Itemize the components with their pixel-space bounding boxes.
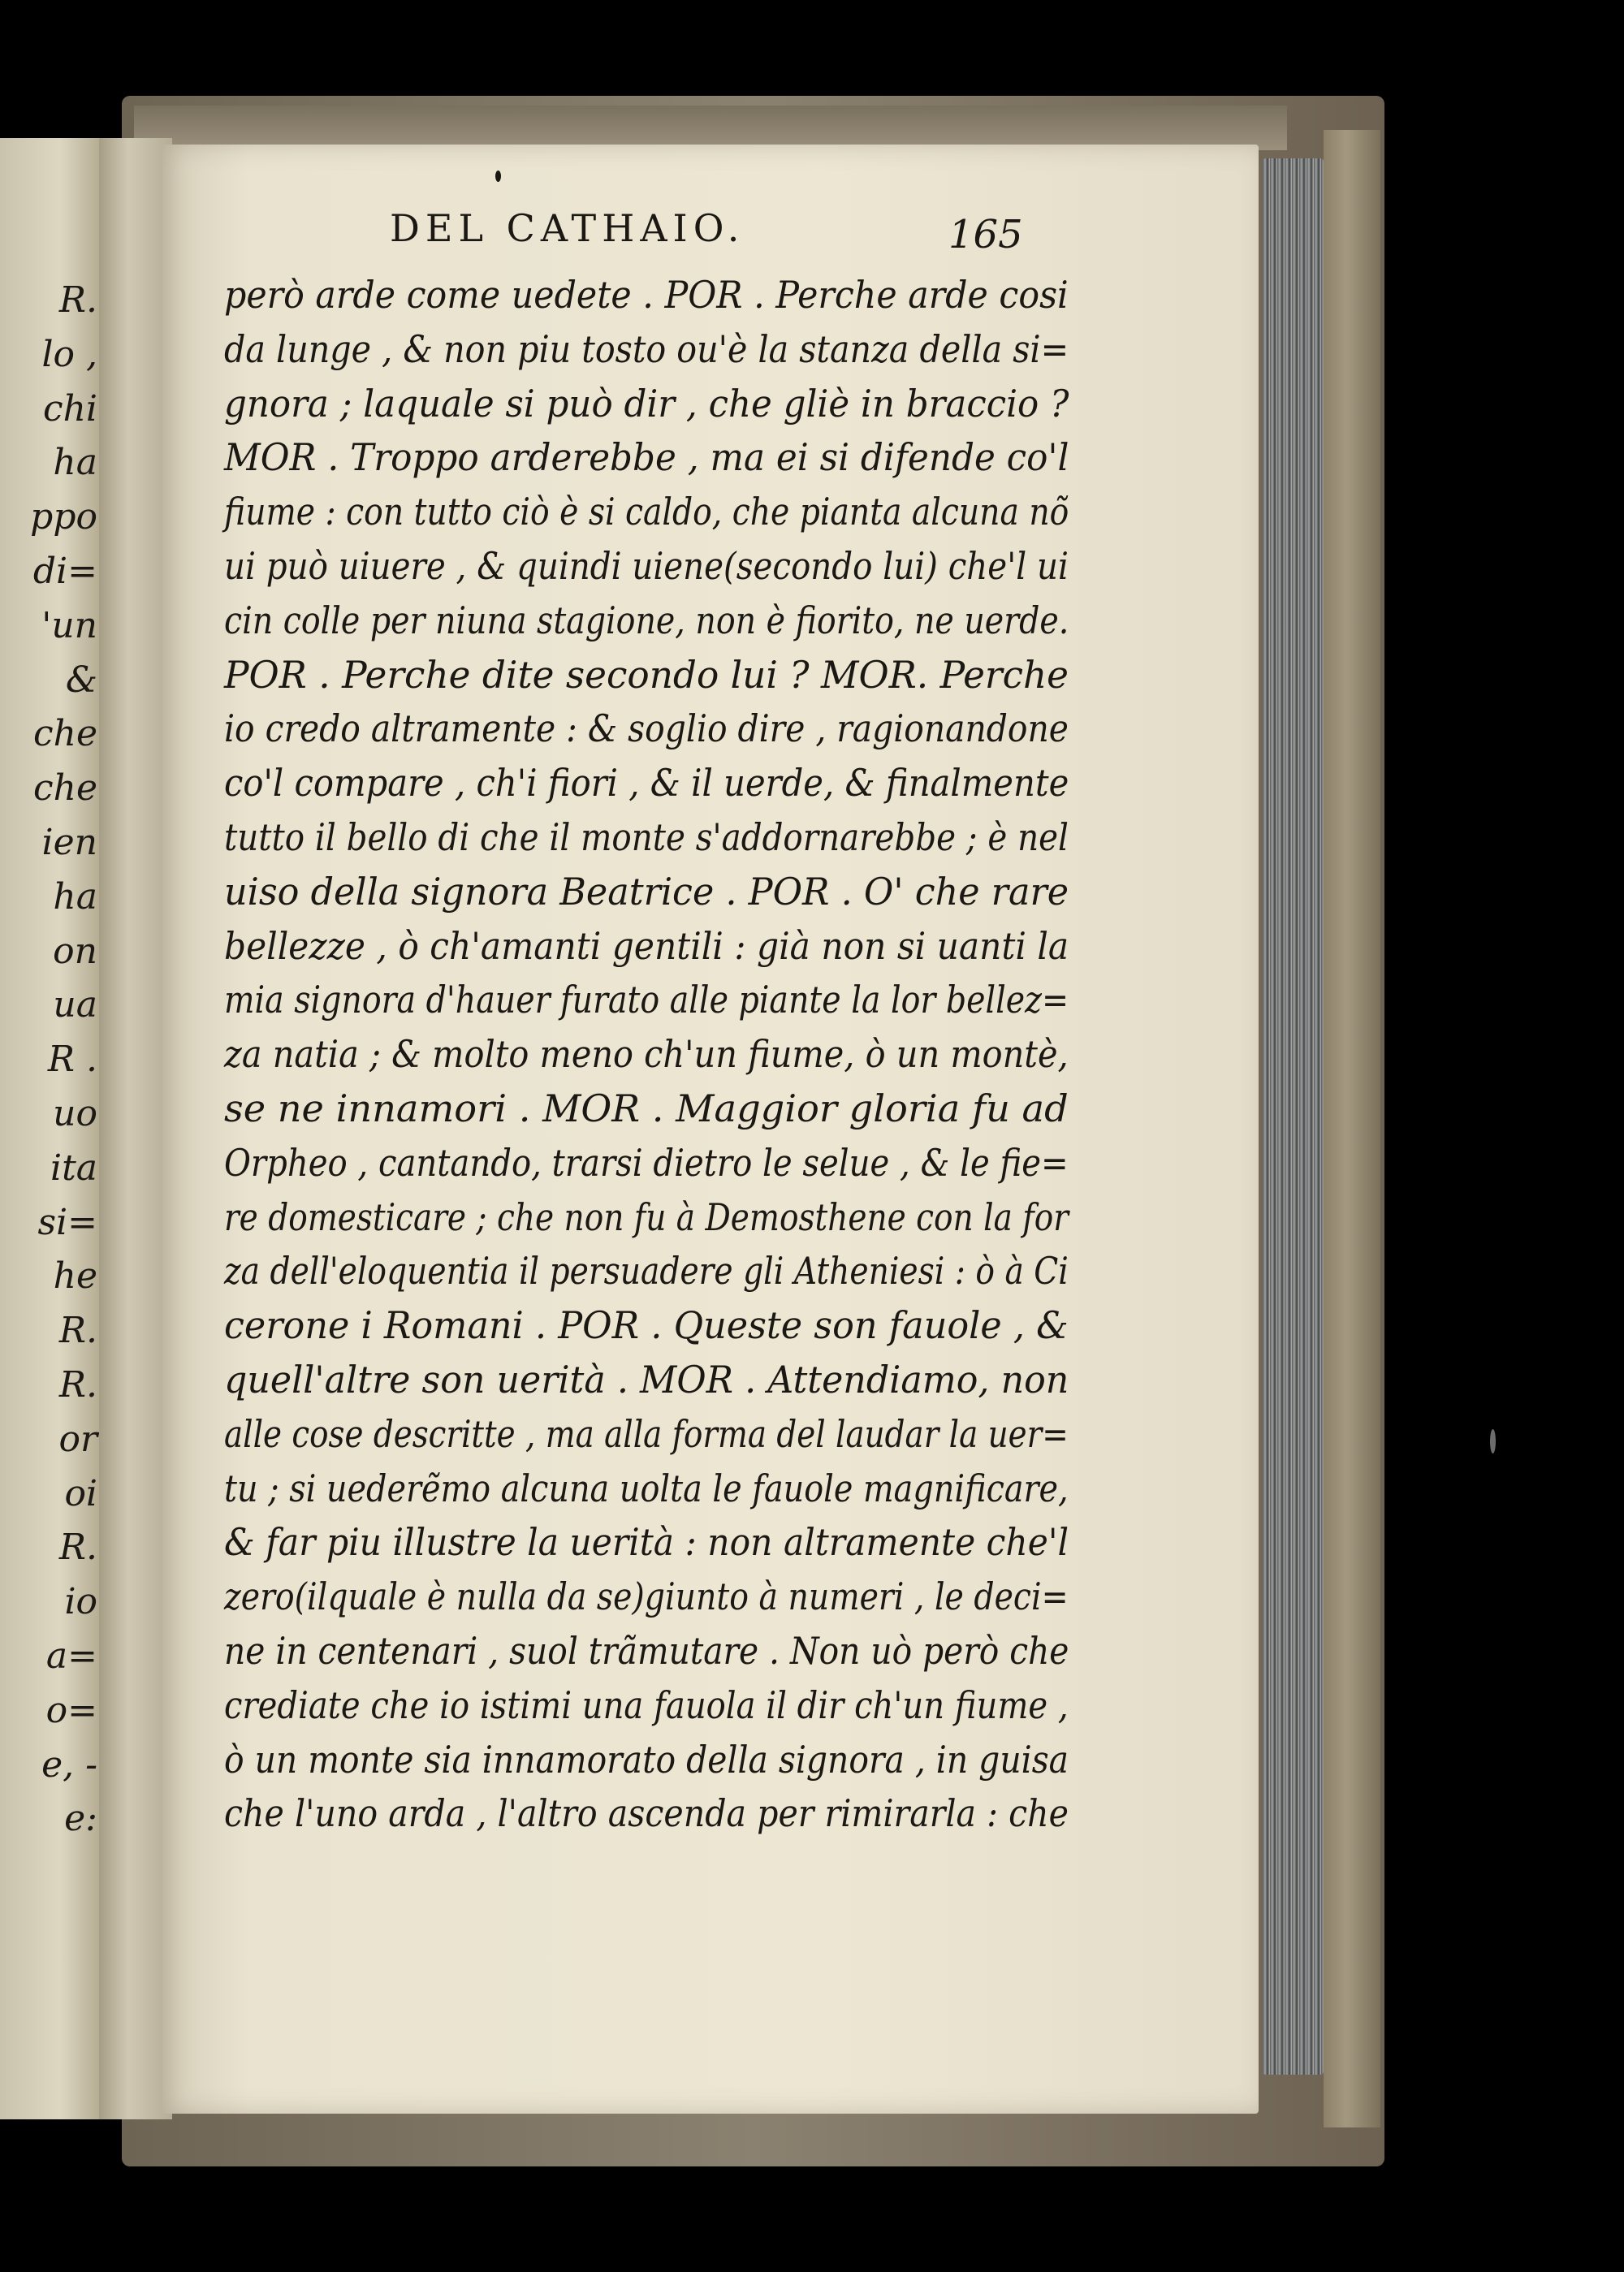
- text-line: uiso della signora Beatrice . POR . O' che rare: [224, 869, 1069, 914]
- cover-top-edge: [134, 106, 1287, 150]
- left-page-line: ua: [53, 984, 97, 1026]
- text-line: za dell'eloquentia il persuadere gli Atheniesi : ò à Ci: [224, 1249, 1069, 1294]
- text-line: crediate che io istimi una fauola il dir ch'un fiume ,: [224, 1682, 1069, 1727]
- left-page-line: R.: [58, 279, 97, 321]
- left-page-line: ha: [53, 875, 97, 918]
- text-line: ne in centenari , suol trãmutare . Non uò però che: [224, 1629, 1069, 1673]
- page-fore-edge: [1263, 158, 1324, 2075]
- text-line: che l'uno arda , l'altro ascenda per rimirarla : che: [224, 1791, 1069, 1836]
- left-page-line: chi: [42, 387, 97, 430]
- left-page-line: a=: [45, 1635, 97, 1677]
- left-page-line: che: [32, 767, 97, 810]
- text-line: & far piu illustre la uerità : non altramente che'l: [224, 1520, 1069, 1565]
- text-line: co'l compare , ch'i fiori , & il uerde, & finalmente: [224, 761, 1069, 806]
- text-line: re domesticare ; che non fu à Demosthene con la for: [224, 1194, 1069, 1239]
- left-page-line: R.: [58, 1364, 97, 1406]
- left-page-line: io: [64, 1581, 97, 1623]
- text-line: gnora ; laquale si può dir , che gliè in braccio ?: [224, 381, 1069, 425]
- text-line: mia signora d'hauer furato alle piante la lor bellez=: [224, 978, 1069, 1022]
- left-page-line: o=: [45, 1689, 97, 1731]
- left-page-line: che: [32, 713, 97, 755]
- left-page-line: &: [65, 659, 97, 701]
- text-line: tutto il bello di che il monte s'addornarebbe ; è nel: [224, 815, 1069, 859]
- text-line: zero(ilquale è nulla da se)giunto à numeri , le deci=: [224, 1574, 1069, 1619]
- ink-speck: [495, 171, 501, 182]
- left-page-line: or: [58, 1418, 97, 1460]
- cover-right-edge: [1324, 130, 1380, 2127]
- left-page-line: R .: [47, 1039, 97, 1081]
- text-line: però arde come uedete . POR . Perche arde cosi: [224, 273, 1069, 317]
- text-line: MOR . Troppo arderebbe , ma ei si difende co'l: [224, 435, 1069, 480]
- left-page-line: on: [53, 930, 97, 972]
- left-page-line: di=: [32, 551, 97, 592]
- text-line: cin colle per niuna stagione, non è fiorito, ne uerde.: [224, 598, 1069, 642]
- text-line: ò un monte sia innamorato della signora , in guisa: [224, 1737, 1069, 1782]
- text-line: POR . Perche dite secondo lui ? MOR. Perche: [224, 652, 1069, 697]
- text-line: alle cose descritte , ma alla forma del laudar la uer=: [224, 1411, 1069, 1456]
- left-page-line: ita: [50, 1147, 97, 1189]
- left-page-fragment: [0, 138, 99, 2119]
- left-page-line: 'un: [41, 604, 97, 646]
- left-page-line: ppo: [30, 496, 97, 538]
- text-line: ui può uiuere , & quindi uiene(secondo lui) che'l ui: [224, 544, 1069, 588]
- text-line: fiume : con tutto ciò è si caldo, che pianta alcuna nõ: [224, 490, 1069, 534]
- page-number: 165: [948, 212, 1023, 257]
- text-line: bellezze , ò ch'amanti gentili : già non si uanti la: [224, 923, 1069, 968]
- text-line: cerone i Romani . POR . Queste son fauole , &: [224, 1303, 1069, 1348]
- text-line: Orpheo , cantando, trarsi dietro le selue , & le fie=: [224, 1140, 1069, 1185]
- ink-speck: [1490, 1429, 1496, 1453]
- left-page-line: R.: [58, 1310, 97, 1352]
- text-line: io credo altramente : & soglio dire , ragionandone: [224, 706, 1069, 751]
- running-head: DEL CATHAIO.: [390, 206, 745, 250]
- text-line: da lunge , & non piu tosto ou'è la stanza della si=: [224, 326, 1069, 371]
- left-page-line: lo ,: [41, 333, 97, 375]
- left-page-line: ha: [53, 442, 97, 484]
- left-page-line: uo: [53, 1093, 97, 1134]
- left-page-line: e:: [64, 1798, 97, 1840]
- left-page-line: ien: [41, 822, 97, 863]
- text-line: se ne innamori . MOR . Maggior gloria fu ad: [224, 1086, 1069, 1130]
- left-page-line: R.: [58, 1527, 97, 1569]
- book-gutter: [99, 138, 172, 2119]
- left-page-line: si=: [37, 1201, 97, 1243]
- text-line: za natia ; & molto meno ch'un fiume, ò un montè,: [224, 1032, 1069, 1077]
- left-page-line: e, -: [41, 1743, 97, 1786]
- text-line: tu ; si uederẽmo alcuna uolta le fauole magnificare,: [224, 1466, 1069, 1510]
- left-page-line: oi: [64, 1472, 97, 1514]
- left-page-line: he: [53, 1255, 97, 1298]
- text-line: quell'altre son uerità . MOR . Attendiamo, non: [224, 1358, 1069, 1402]
